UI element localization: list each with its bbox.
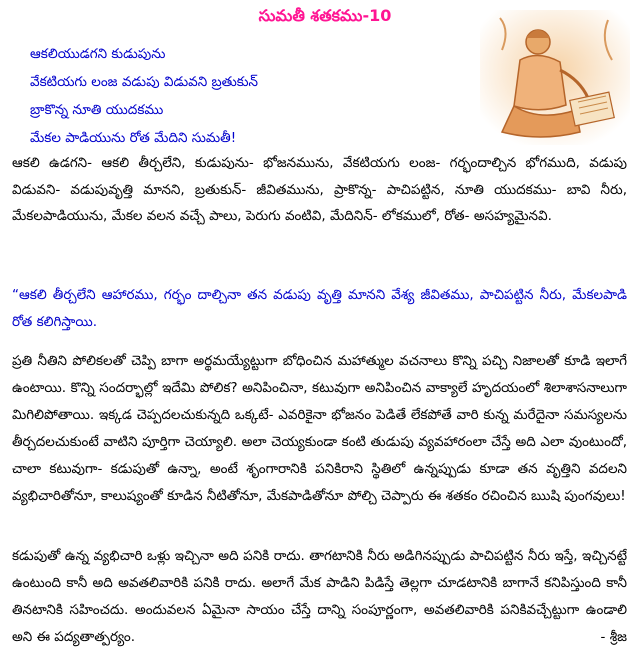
conclusion-paragraph: [12, 543, 627, 651]
poem-verse: [30, 40, 440, 152]
page-title: [200, 6, 450, 29]
poem-line: ఆకలియుడగని కుడుపును: [30, 46, 166, 62]
conclusion-text: కడుపుతో ఉన్న వ్యభిచారి ఒళ్లు ఇచ్చినా అది పనికి రాదు. తాగటానికి నీరు అడిగినప్పుడు పాచిపట్టిన నీరు ఇస్తే, ఇచ్చినట్టే ఉంటుంది కానీ అది అవతలివారికి పనికి రాదు. అలాగే మేక పాడిని పిడిస్తే తెల్లగా చూడటానికి బాగానే కనిపిస్తుంది కానీ తినటానికి సహించదు. అందువలన ఏమైనా సాయం చేస్తే దాన్ని సంపూర్ణంగా, అవతలివారికి పనికివచ్చేట్టుగా ఉండాలి అని ఈ పద్యతాత్పర్యం.: [12, 548, 627, 645]
poem-line: మేకల పాడియును రోత మేదిని సుమతీ!: [30, 130, 237, 146]
summary-quote: “ఆకలి తీర్చలేని ఆహారము, గర్భం దాల్చినా తన వడుపు వృత్తి మానని వేశ్య జీవితము, పాచిపట్టిన నీరు, మేకలపాడి రోత కలిగిస్తాయి.: [12, 287, 627, 330]
author-signature: - శ్రీజ: [600, 629, 627, 645]
explanation-paragraph: ప్రతి నీతిని పోలికలతో చెప్పి బాగా అర్థమయ్యేట్టుగా బోధించిన మహాత్ముల వచనాలు కొన్ని పచ్చి నిజాలతో కూడి ఇలాగే ఉంటాయి. కొన్ని సందర్భాల్లో ఇదేమి పోలిక? అనిపించినా, కటువుగా అనిపించిన వాక్యాలే హృదయంలో శిలాశాసనాలుగా మిగిలిపోతాయి. ఇక్కడ చెప్పదలచుకున్నది ఒక్కటే- ఎవరికైనా భోజనం పెడితే లేకపోతే వారి కున్న మరేదైనా సమస్యలను తీర్చదలచుకుంటే వాటిని పూర్తిగా చెయ్యాలి. అలా చెయ్యకుండా కంటి తుడుపు వ్యవహారంలా చేస్తే అది ఎలా వుంటుందో, చాలా కటువుగా- కడుపుతో ఉన్నా, అంటే శృంగారానికి పనికిరాని స్థితిలో ఉన్నప్పుడు కూడా తన వృత్తిని వదలని వ్యభిచారితోనూ, కాలుష్యంతో కూడిన నీటితోనూ, మేకపాడితోనూ పోల్చి చెప్పారు ఈ శతకం రచించిన ఋషి పుంగవులు!: [12, 353, 627, 504]
poem-line: వేకటియగు లంజ వడుపు విడువని బ్రతుకున్: [30, 74, 258, 90]
sage-illustration: [480, 10, 630, 145]
word-meanings: ఆకలి ఉడగని- ఆకలి తీర్చలేని, కుడుపును- భోజనమును, వేకటియగు లంజ- గర్భందాల్చిన భోగముది, వడుపు విడువని- వడుపువృత్తి మానని, బ్రతుకున్- జీవితమును, ప్రాకొన్న- పాచిపట్టిన, నూతి యుదకము- బావి నీరు, మేకలపాడియును, మేకల వలన వచ్చే పాలు, పెరుగు వంటివి, మేదినిన్- లోకములో, రోత- అసహ్యమైనవి.: [12, 155, 627, 224]
title-text: సుమతీ శతకము-10: [258, 6, 392, 25]
poem-line: బ్రాకొన్న నూతి యుదకము: [30, 102, 164, 118]
